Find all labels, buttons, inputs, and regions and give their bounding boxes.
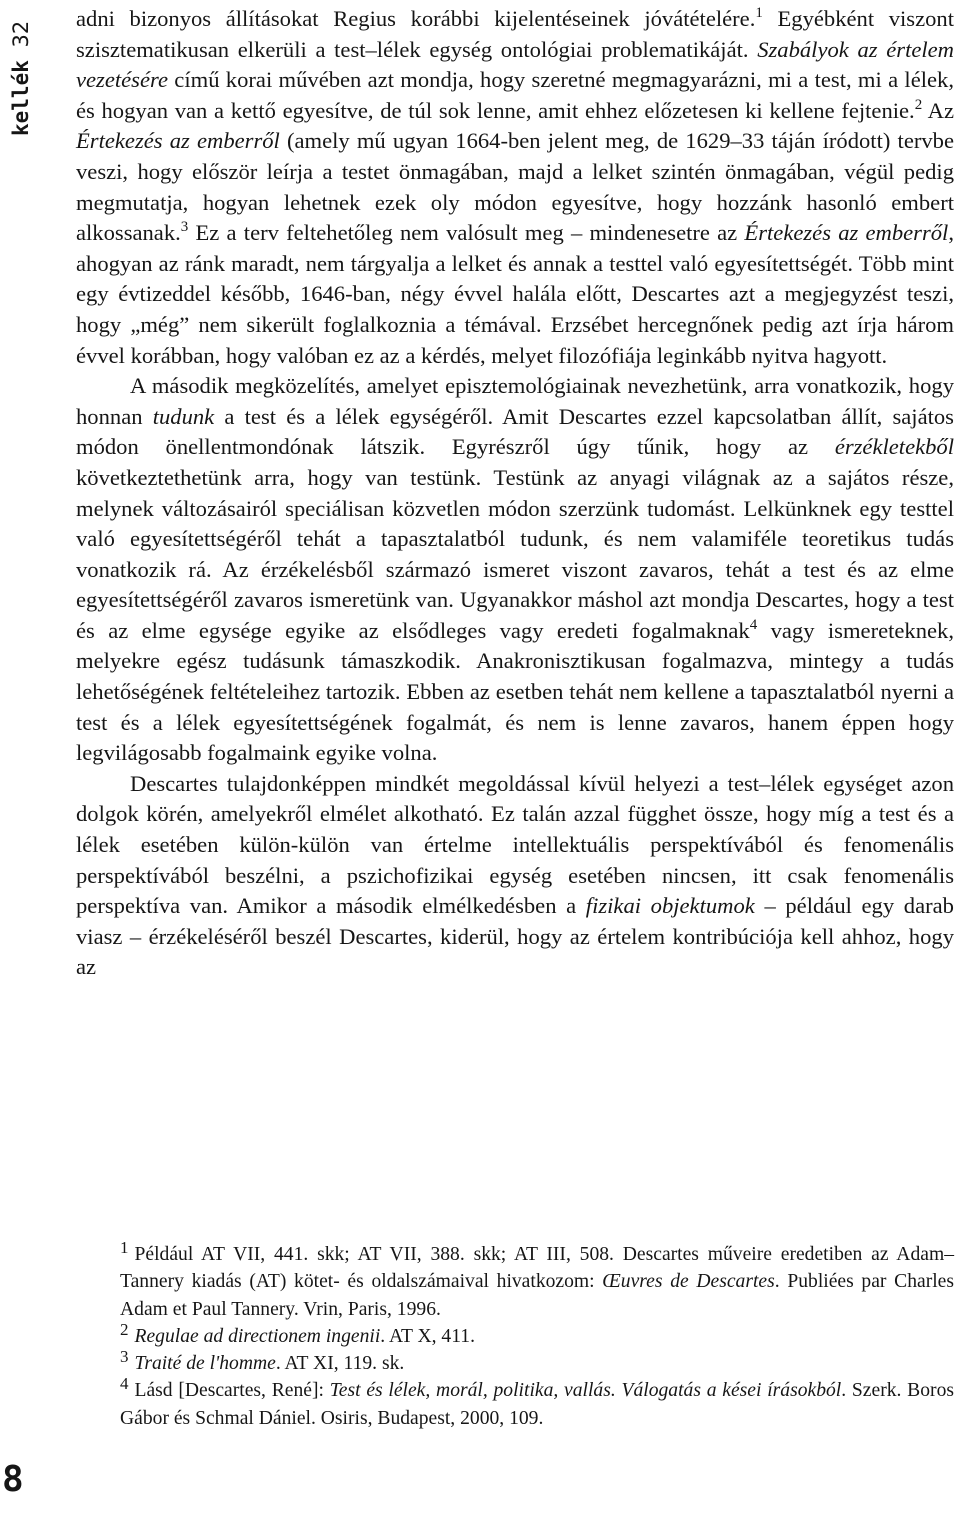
- footnote-marker: 3: [120, 1347, 129, 1367]
- italic-title: érzékletekből: [834, 434, 954, 460]
- text-run: Descartes tulajdonképpen mindkét megoldással kívül helyezi a test–lélek egységet azon dolgok körén, amelyekről elmélet alkotható. Ez talán azzal függhet össze, hogy míg a test és a lélek esetében külön-külön van értelme intellektuális perspektívából és fenomenális perspektívából beszélni, a pszichofizikai egység esetében nincsen, itt csak fenomenális perspektíva van. Amikor a második elmélkedésben a: [76, 770, 954, 919]
- body-text: [76, 4, 954, 983]
- italic-title: Értekezés az emberről: [76, 128, 280, 154]
- footnote-3: [120, 1347, 954, 1377]
- text-run: Ez a terv feltehetőleg nem valósult meg – mindenesetre az: [188, 220, 745, 246]
- text-run: (amely mű ugyan 1664-ben jelent meg, de 1629–33 táján íródott) tervbe veszi, hogy először leírja a testet önmagában, majd a lelket szintén önmagában, végül pedig megmutatja, hogyan lehetnek ezek oly módon egyesítve, hogy hozzánk hasonló embert alkossanak.: [76, 128, 954, 246]
- text-run: . AT X, 411.: [380, 1325, 475, 1347]
- text-run: a test és a lélek egységéről. Amit Descartes ezzel kapcsolatban állít, sajátos módon önellentmondónak látszik. Egyrészről úgy tűnik, hogy az: [76, 403, 954, 460]
- footnote-marker: 2: [914, 96, 923, 113]
- paragraph-2: [76, 371, 954, 769]
- footnote-marker: 4: [120, 1374, 129, 1394]
- text-run: Egyébként viszont szisztematikusan elkerüli a test–lélek egység ontológiai problematikáját.: [76, 6, 954, 62]
- italic-title: Értekezés az emberről: [744, 220, 949, 246]
- text-run: című korai művében azt mondja, hogy szeretné megmagyarázni, mi a test, mi a lélek, és hogyan van a kettő egyesítve, de túl sok lenne, amit ehhez előzetesen ki kellene fejtenie.: [76, 67, 954, 123]
- text-run: . Szerk. Boros Gábor és Schmal Dániel. Osiris, Budapest, 2000, 109.: [120, 1380, 954, 1429]
- text-run: következtethetünk arra, hogy van testünk. Testünk az anyagi világnak az a sajátos része, melynek változásairól speciálisan közvetlen módon szerzünk tudomást. Lelkünknek egy testtel való egyesítettségéről tehát a tapasztalatból tudunk, és nem valamiféle teoretikus tudás vonatkozik rá. Az érzékelésből származó ismeret viszont zavaros, tehát a test és az elme egyesítettségéről zavaros ismeretünk van. Ugyanakkor máshol azt mondja Descartes, hogy a test és az elme egysége egyike az elsődleges vagy eredeti fogalmaknak: [76, 464, 954, 643]
- issue-number: 32: [9, 20, 33, 48]
- text-run: vagy ismereteknek, melyekre egész tudásunk támaszkodik. Anakronisztikusan fogalmazva, mintegy a tudás lehetőségének feltételeihez tartozik. Ebben az esetben tehát nem kellene a tapasztalatból nyerni a test és a lélek egyesítettségének fogalmát, és nem is lenne zavaros, hanem éppen hogy legvilágosabb fogalmaink egyike volna.: [76, 617, 954, 766]
- italic-title: Regulae ad directionem ingenii: [134, 1325, 381, 1347]
- italic-title: Traité de l'homme: [134, 1353, 276, 1375]
- text-run: Például AT VII, 441. skk; AT VII, 388. skk; AT III, 508. Descartes műveire eredetiben az Adam–Tannery kiadás (AT) kötet- és oldalszámaival hivatkozom:: [120, 1244, 954, 1293]
- footnote-marker: 2: [120, 1319, 129, 1339]
- italic-title: tudunk: [152, 403, 215, 429]
- text-run: Lásd [Descartes, René]:: [134, 1380, 330, 1402]
- text-run: , ahogyan az ránk maradt, nem tárgyalja a lelket és annak a testtel való egyesítettségét. Több mint egy évtizeddel később, 1646-ban, négy évvel halála előtt, Descartes azt a megjegyzést teszi, hogy „még” nem sikerült foglalkoznia a témával. Erzsébet hercegnőnek pedig azt írja három évvel korábban, hogy valóban ez az a kérdés, melyet filozófiája leginkább nyitva hagyott.: [76, 220, 954, 368]
- journal-side-label: [9, 20, 33, 136]
- footnotes: [120, 1238, 954, 1432]
- text-run: A második megközelítés, amelyet episztemológiainak nevezhetünk, arra vonatkozik, hogy honnan: [76, 373, 954, 429]
- text-run: . AT XI, 119. sk.: [275, 1353, 405, 1375]
- text-run: adni bizonyos állításokat Regius korábbi kijelentéseinek jóvátételére.: [76, 6, 756, 31]
- footnote-marker: 1: [755, 5, 763, 21]
- italic-title: Test és lélek, morál, politika, vallás. Válogatás a kései írásokból: [329, 1380, 842, 1402]
- text-run: Az: [922, 97, 955, 123]
- italic-title: fizikai objektumok: [585, 893, 755, 919]
- text-run: – például egy darab viasz – érzékeléséről beszél Descartes, kiderül, hogy az értelem kontribúciója kell ahhoz, hogy az: [76, 893, 954, 980]
- journal-name: kellék: [9, 60, 33, 136]
- footnote-2: [120, 1319, 954, 1350]
- text-run: . Publiées par Charles Adam et Paul Tannery. Vrin, Paris, 1996.: [120, 1271, 954, 1320]
- footnote-marker: 4: [749, 616, 758, 633]
- page-number: 8: [2, 1459, 24, 1500]
- italic-title: Szabályok az értelem vezetésére: [76, 36, 954, 93]
- paragraph-1: [76, 4, 954, 371]
- footnote-1: [120, 1238, 954, 1323]
- footnote-4: [120, 1374, 954, 1432]
- footnote-marker: 3: [180, 219, 189, 236]
- italic-title: Œuvres de Descartes: [602, 1271, 775, 1293]
- footnote-marker: 1: [120, 1238, 129, 1257]
- paragraph-3: [76, 769, 954, 983]
